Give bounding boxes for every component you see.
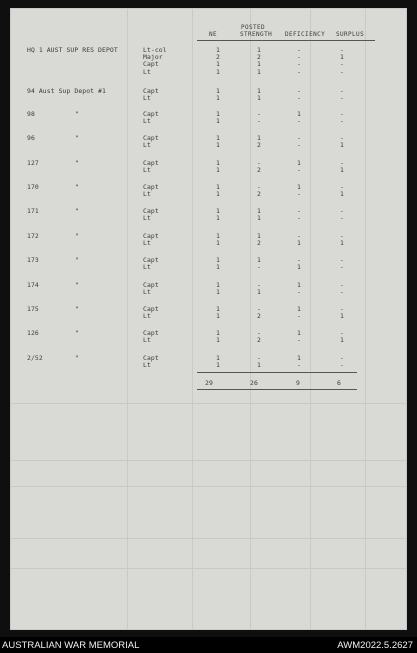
- deficiency-value: -: [297, 46, 301, 54]
- ne-value: 1: [216, 336, 220, 345]
- deficiency-value: -: [297, 87, 301, 95]
- total-surplus: 6: [337, 379, 341, 387]
- deficiency-value: 1: [297, 110, 301, 118]
- deficiency-value: -: [297, 214, 301, 223]
- ne-value: 1: [216, 361, 220, 370]
- deficiency-value: -: [297, 207, 301, 215]
- ne-value: 1: [216, 94, 220, 103]
- surplus-value: -: [340, 305, 344, 313]
- surplus-value: 1: [340, 190, 344, 199]
- rank-label: Capt: [143, 207, 159, 215]
- strength-value: 2: [257, 336, 261, 345]
- surplus-value: -: [340, 361, 344, 370]
- unit-name: 2/52: [27, 354, 43, 362]
- surplus-value: 1: [340, 141, 344, 150]
- col-strength-heading: STRENGTH: [240, 31, 273, 38]
- col-deficiency-heading: DEFICIENCY: [285, 31, 326, 38]
- header-rule: [197, 40, 375, 41]
- unit-name: 172: [27, 232, 39, 240]
- deficiency-value: 1: [297, 159, 301, 167]
- unit-name: 126: [27, 329, 39, 337]
- surplus-value: -: [340, 207, 344, 215]
- unit-name: 94 Aust Sup Depot #1: [27, 87, 106, 95]
- deficiency-value: -: [297, 141, 301, 150]
- ditto-mark: ": [75, 232, 79, 240]
- ditto-mark: ": [75, 183, 79, 191]
- totals-top-rule: [197, 372, 357, 373]
- posted-label: POSTED: [241, 24, 266, 31]
- unit-name: 170: [27, 183, 39, 191]
- deficiency-value: -: [297, 190, 301, 199]
- deficiency-value: 1: [297, 239, 301, 248]
- rank-label: Lt: [143, 214, 151, 223]
- deficiency-value: -: [297, 94, 301, 103]
- surplus-value: -: [340, 46, 344, 54]
- ghost-rule: [10, 538, 407, 539]
- surplus-value: -: [340, 134, 344, 142]
- unit-name: 98: [27, 110, 35, 118]
- strength-value: -: [257, 329, 261, 337]
- rank-label: Lt: [143, 67, 151, 76]
- strength-value: 1: [257, 232, 261, 240]
- surplus-value: -: [340, 354, 344, 362]
- strength-value: 1: [257, 207, 261, 215]
- deficiency-value: -: [297, 60, 301, 69]
- surplus-value: -: [340, 159, 344, 167]
- rank-label: Lt: [143, 239, 151, 248]
- surplus-value: 1: [340, 166, 344, 175]
- ditto-mark: ": [75, 305, 79, 313]
- surplus-value: 1: [340, 336, 344, 345]
- strength-value: 1: [257, 361, 261, 370]
- rank-label: Lt: [143, 166, 151, 175]
- total-strength: 26: [250, 379, 258, 387]
- rank-label: Capt: [143, 159, 159, 167]
- rank-label: Lt: [143, 94, 151, 103]
- ditto-mark: ": [75, 207, 79, 215]
- col-surplus-heading: SURPLUS: [336, 31, 365, 38]
- strength-value: 1: [257, 67, 261, 76]
- rank-label: Capt: [143, 305, 159, 313]
- rank-label: Lt-col: [143, 46, 167, 54]
- surplus-value: -: [340, 67, 344, 76]
- ghost-rule: [10, 568, 407, 569]
- ditto-mark: ": [75, 281, 79, 289]
- deficiency-value: 1: [297, 354, 301, 362]
- rank-label: Capt: [143, 256, 159, 264]
- strength-value: 2: [257, 166, 261, 175]
- surplus-value: -: [340, 256, 344, 264]
- deficiency-value: -: [297, 288, 301, 297]
- strength-value: -: [257, 354, 261, 362]
- ne-value: 1: [216, 159, 220, 167]
- deficiency-value: 1: [297, 263, 301, 272]
- surplus-value: -: [340, 329, 344, 337]
- strength-value: -: [257, 305, 261, 313]
- surplus-value: -: [340, 288, 344, 297]
- deficiency-value: 1: [297, 329, 301, 337]
- rank-label: Major: [143, 53, 163, 62]
- ne-value: 1: [216, 110, 220, 118]
- rank-label: Lt: [143, 263, 151, 272]
- ghost-rule: [192, 8, 193, 630]
- ne-value: 1: [216, 190, 220, 199]
- ne-value: 1: [216, 329, 220, 337]
- ne-value: 1: [216, 141, 220, 150]
- ne-value: 2: [216, 53, 220, 62]
- unit-name: 171: [27, 207, 39, 215]
- strength-value: 2: [257, 239, 261, 248]
- unit-name: 127: [27, 159, 39, 167]
- strength-value: -: [257, 110, 261, 118]
- rank-label: Capt: [143, 60, 159, 69]
- deficiency-value: -: [297, 256, 301, 264]
- ghost-rule: [310, 8, 311, 630]
- strength-value: 1: [257, 288, 261, 297]
- deficiency-value: -: [297, 53, 301, 62]
- ne-value: 1: [216, 354, 220, 362]
- surplus-value: -: [340, 232, 344, 240]
- ne-value: 1: [216, 263, 220, 272]
- rank-label: Capt: [143, 354, 159, 362]
- strength-value: 2: [257, 141, 261, 150]
- ghost-rule: [250, 8, 251, 630]
- deficiency-value: -: [297, 166, 301, 175]
- surplus-value: -: [340, 60, 344, 69]
- rank-label: Capt: [143, 87, 159, 95]
- ne-value: 1: [216, 166, 220, 175]
- strength-value: 2: [257, 53, 261, 62]
- ne-value: 1: [216, 207, 220, 215]
- strength-value: -: [257, 183, 261, 191]
- strength-value: 2: [257, 312, 261, 321]
- ne-value: 1: [216, 288, 220, 297]
- strength-value: 2: [257, 190, 261, 199]
- surplus-value: -: [340, 183, 344, 191]
- total-ne: 29: [205, 379, 213, 387]
- strength-value: 1: [257, 256, 261, 264]
- unit-name: 173: [27, 256, 39, 264]
- ne-value: 1: [216, 305, 220, 313]
- ghost-rule: [10, 460, 407, 461]
- ditto-mark: ": [75, 329, 79, 337]
- rank-label: Lt: [143, 190, 151, 199]
- ghost-rule: [127, 8, 128, 630]
- totals-bottom-rule: [197, 389, 357, 390]
- surplus-value: -: [340, 117, 344, 126]
- ne-value: 1: [216, 232, 220, 240]
- deficiency-value: 1: [297, 281, 301, 289]
- strength-value: 1: [257, 60, 261, 69]
- deficiency-value: -: [297, 117, 301, 126]
- strength-value: 1: [257, 134, 261, 142]
- rank-label: Lt: [143, 312, 151, 321]
- rank-label: Capt: [143, 329, 159, 337]
- ghost-rule: [10, 403, 407, 404]
- ne-value: 1: [216, 281, 220, 289]
- col-ne-heading: NE: [209, 31, 218, 38]
- ditto-mark: ": [75, 256, 79, 264]
- rank-label: Lt: [143, 336, 151, 345]
- deficiency-value: -: [297, 232, 301, 240]
- rank-label: Lt: [143, 141, 151, 150]
- ditto-mark: ": [75, 134, 79, 142]
- unit-name: HQ 1 AUST SUP RES DEPOT: [27, 46, 118, 54]
- rank-label: Capt: [143, 281, 159, 289]
- total-deficiency: 9: [296, 379, 300, 387]
- ne-value: 1: [216, 67, 220, 76]
- ne-value: 1: [216, 46, 220, 54]
- rank-label: Lt: [143, 361, 151, 370]
- ne-value: 1: [216, 312, 220, 321]
- deficiency-value: 1: [297, 305, 301, 313]
- strength-value: 1: [257, 87, 261, 95]
- rank-label: Capt: [143, 232, 159, 240]
- strength-value: -: [257, 263, 261, 272]
- surplus-value: -: [340, 87, 344, 95]
- rank-label: Capt: [143, 134, 159, 142]
- ditto-mark: ": [75, 110, 79, 118]
- rank-label: Lt: [143, 288, 151, 297]
- ne-value: 1: [216, 134, 220, 142]
- footer-credit: AUSTRALIAN WAR MEMORIAL: [2, 640, 140, 651]
- ghost-rule: [365, 8, 366, 630]
- surplus-value: -: [340, 94, 344, 103]
- surplus-value: 1: [340, 239, 344, 248]
- rank-label: Lt: [143, 117, 151, 126]
- ghost-rule: [10, 486, 407, 487]
- deficiency-value: 1: [297, 183, 301, 191]
- ne-value: 1: [216, 87, 220, 95]
- ne-value: 1: [216, 183, 220, 191]
- strength-value: 1: [257, 46, 261, 54]
- ne-value: 1: [216, 60, 220, 69]
- surplus-value: -: [340, 263, 344, 272]
- deficiency-value: -: [297, 312, 301, 321]
- strength-value: 1: [257, 94, 261, 103]
- unit-name: 174: [27, 281, 39, 289]
- ne-value: 1: [216, 117, 220, 126]
- footer-accession-number: AWM2022.5.2627: [337, 640, 413, 651]
- strength-value: -: [257, 281, 261, 289]
- rank-label: Capt: [143, 183, 159, 191]
- surplus-value: -: [340, 214, 344, 223]
- rank-label: Capt: [143, 110, 159, 118]
- strength-value: -: [257, 159, 261, 167]
- surplus-value: 1: [340, 53, 344, 62]
- strength-value: 1: [257, 214, 261, 223]
- unit-name: 96: [27, 134, 35, 142]
- ditto-mark: ": [75, 159, 79, 167]
- ne-value: 1: [216, 214, 220, 223]
- unit-name: 175: [27, 305, 39, 313]
- ditto-mark: ": [75, 354, 79, 362]
- deficiency-value: -: [297, 361, 301, 370]
- deficiency-value: -: [297, 67, 301, 76]
- surplus-value: -: [340, 281, 344, 289]
- strength-value: -: [257, 117, 261, 126]
- ne-value: 1: [216, 256, 220, 264]
- surplus-value: 1: [340, 312, 344, 321]
- deficiency-value: -: [297, 134, 301, 142]
- document-sheet: [10, 8, 407, 630]
- ne-value: 1: [216, 239, 220, 248]
- surplus-value: -: [340, 110, 344, 118]
- deficiency-value: -: [297, 336, 301, 345]
